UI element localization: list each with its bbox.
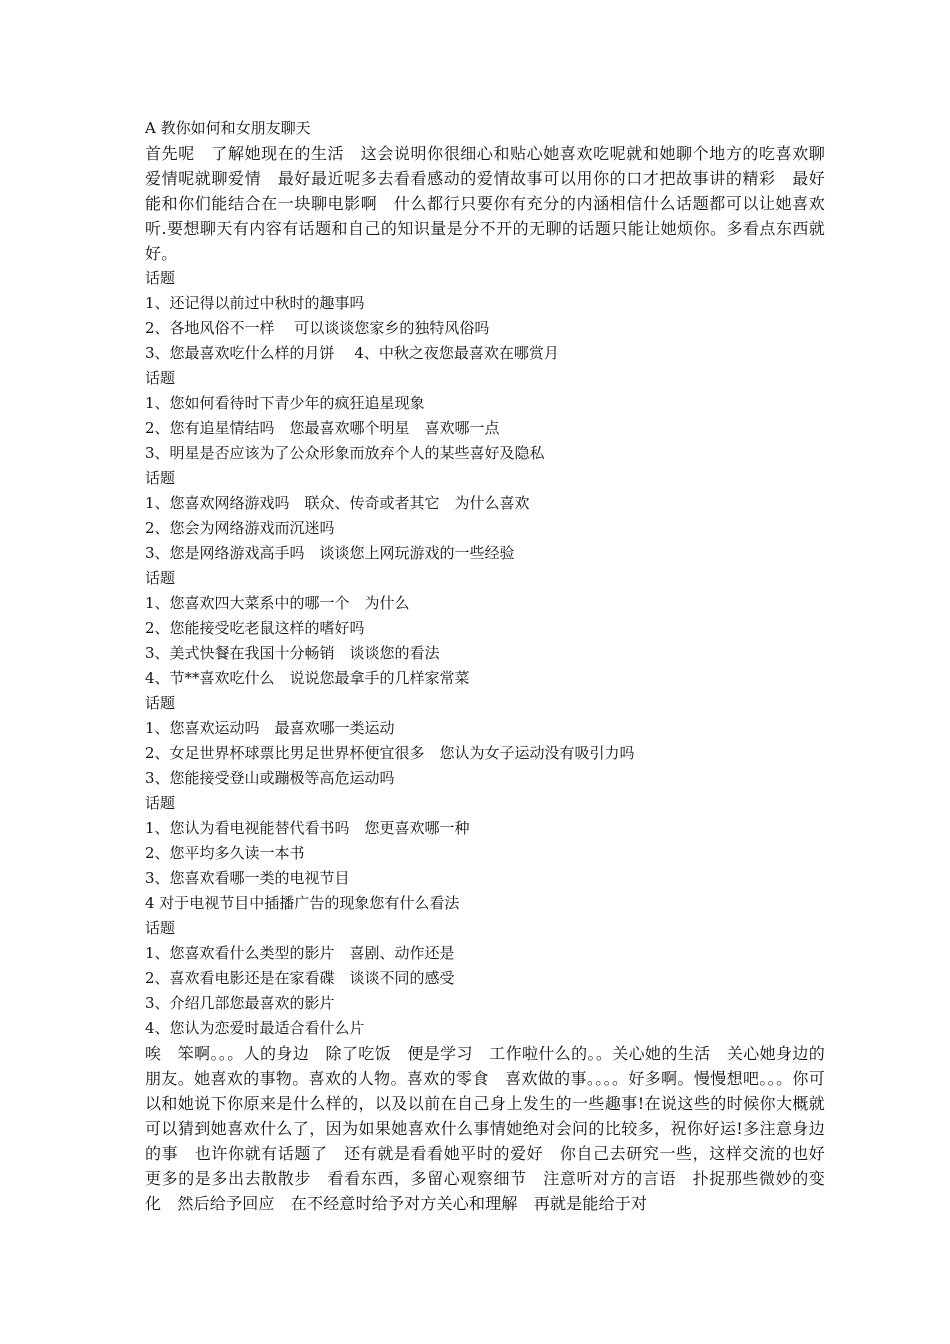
document-body <box>145 116 842 1216</box>
topic-item: 2、您平均多久读一本书 <box>145 844 305 862</box>
topic-item: 1、您如何看待时下青少年的疯狂追星现象 <box>145 394 425 412</box>
topic-section-4 <box>145 566 825 691</box>
topic-item: 4、节**喜欢吃什么 说说您最拿手的几样家常菜 <box>145 669 470 687</box>
topic-section-5 <box>145 691 825 791</box>
topic-item: 2、您有追星情结吗 您最喜欢哪个明星 喜欢哪一点 <box>145 419 500 437</box>
topic-item: 1、您喜欢四大菜系中的哪一个 为什么 <box>145 594 410 612</box>
topic-item: 2、您会为网络游戏而沉迷吗 <box>145 519 335 537</box>
topic-item: 1、您认为看电视能替代看书吗 您更喜欢哪一种 <box>145 819 470 837</box>
topic-section-7 <box>145 916 825 1041</box>
topic-item: 2、喜欢看电影还是在家看碟 谈谈不同的感受 <box>145 969 455 987</box>
topic-heading: 话题 <box>145 569 176 587</box>
topic-item: 2、您能接受吃老鼠这样的嗜好吗 <box>145 619 365 637</box>
topic-item: 3、您喜欢看哪一类的电视节目 <box>145 869 350 887</box>
intro-paragraph: 首先呢 了解她现在的生活 这会说明你很细心和贴心她喜欢吃呢就和她聊个地方的吃喜欢聊爱情呢就聊爱情 最好最近呢多去看看感动的爱情故事可以用你的口才把故事讲的精彩 最好能和你们能结合在一块聊电影啊 什么都行只要你有充分的内涵相信什么话题都可以让她喜欢听.要想聊天有内容有话题和自己的知识量是分不开的无聊的话题只能让她烦你。多看点东西就好。 <box>145 144 825 263</box>
topic-item: 2、各地风俗不一样 可以谈谈您家乡的独特风俗吗 <box>145 319 490 337</box>
topic-item: 1、还记得以前过中秋时的趣事吗 <box>145 294 365 312</box>
topic-item: 3、您能接受登山或蹦极等高危运动吗 <box>145 769 395 787</box>
topic-item: 3、美式快餐在我国十分畅销 谈谈您的看法 <box>145 644 440 662</box>
closing-paragraph: 唉 笨啊。。。人的身边 除了吃饭 便是学习 工作啦什么的。。关心她的生活 关心她身边的朋友。她喜欢的事物。喜欢的人物。喜欢的零食 喜欢做的事。。。。好多啊。慢慢想吧。。。你可以和她说下你原来是什么样的，以及以前在自己身上发生的一些趣事!在说这些的时候你大概就可以猜到她喜欢什么了，因为如果她喜欢什么事情她绝对会问的比较多，祝你好运!多注意身边的事 也许你就有话题了 还有就是看看她平时的爱好 你自己去研究一些，这样交流的也好 更多的是多出去散散步 看看东西，多留心观察细节 注意听对方的言语 扑捉那些微妙的变化 然后给予回应 在不经意时给予对方关心和理解 再就是能给于对 <box>145 1044 842 1213</box>
topic-item: 3、您是网络游戏高手吗 谈谈您上网玩游戏的一些经验 <box>145 544 515 562</box>
topic-heading: 话题 <box>145 919 176 937</box>
topic-item: 4 对于电视节目中插播广告的现象您有什么看法 <box>145 894 460 912</box>
topic-item: 1、您喜欢网络游戏吗 联众、传奇或者其它 为什么喜欢 <box>145 494 530 512</box>
topic-item: 2、女足世界杯球票比男足世界杯便宜很多 您认为女子运动没有吸引力吗 <box>145 744 635 762</box>
topic-item: 1、您喜欢运动吗 最喜欢哪一类运动 <box>145 719 395 737</box>
topic-section-6 <box>145 791 825 916</box>
topic-item: 3、介绍几部您最喜欢的影片 <box>145 994 335 1012</box>
topic-heading: 话题 <box>145 469 176 487</box>
document-title: A 教你如何和女朋友聊天 <box>145 119 311 137</box>
topic-section-2 <box>145 366 825 466</box>
topic-heading: 话题 <box>145 794 176 812</box>
topic-section-3 <box>145 466 825 566</box>
topic-item: 1、您喜欢看什么类型的影片 喜剧、动作还是 <box>145 944 455 962</box>
topic-item: 4、您认为恋爱时最适合看什么片 <box>145 1019 365 1037</box>
topic-item: 3、明星是否应该为了公众形象而放弃个人的某些喜好及隐私 <box>145 444 545 462</box>
topic-heading: 话题 <box>145 369 176 387</box>
topic-heading: 话题 <box>145 269 176 287</box>
topic-heading: 话题 <box>145 694 176 712</box>
topic-item: 3、您最喜欢吃什么样的月饼 4、中秋之夜您最喜欢在哪赏月 <box>145 344 559 362</box>
topic-section-1 <box>145 266 825 366</box>
